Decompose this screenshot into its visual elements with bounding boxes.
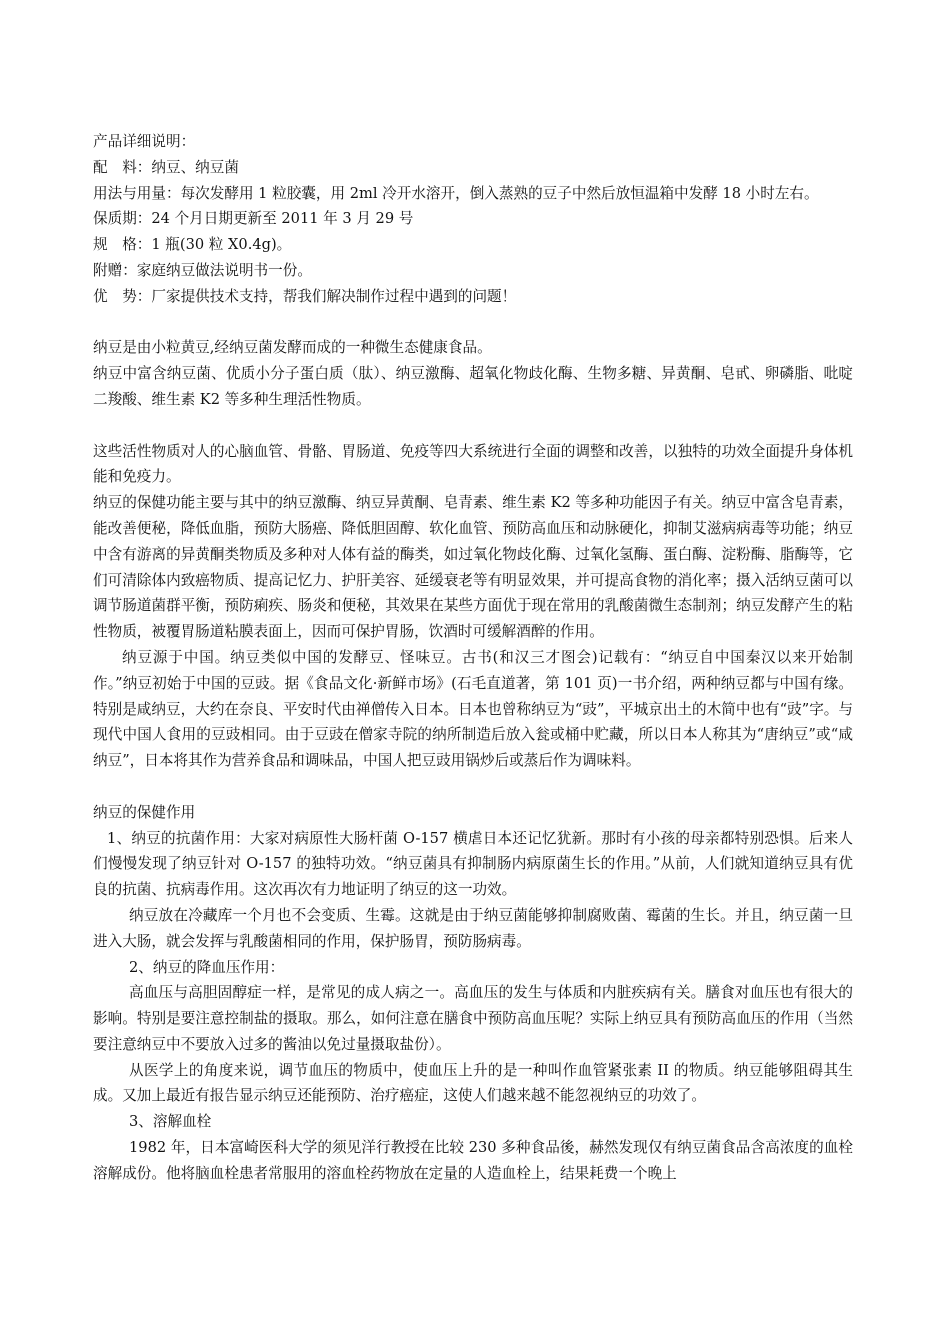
product-spec: 规 格：1 瓶(30 粒 X0.4g)。 [93,236,292,254]
product-usage: 用法与用量：每次发酵用 1 粒胶囊，用 2ml 冷开水溶开，倒入蒸熟的豆子中然后放恒温箱中发酵 18 小时左右。 [93,184,819,202]
intro-paragraph-5: 纳豆源于中国。纳豆类似中国的发酵豆、怪味豆。古书(和汉三才图会)记载有：“纳豆自中国秦汉以来开始制作。”纳豆初始于中国的豆豉。据《食品文化·新鲜市场》(石毛直道著，第 101 页)一书介绍，两种纳豆都与中国有缘。特别是咸纳豆，大约在奈良、平安时代由禅僧传入日本。日本也曾称纳豆为“豉”，平城京出土的木简中也有“豉”字。与现代中国人食用的豆豉相同。由于豆豉在僧家寺院的纳所制造后放入瓮或桶中贮藏，所以日本人称其为“唐纳豆”或“咸纳豆”，日本将其作为营养食品和调味品，中国人把豆豉用锅炒后或蒸后作为调味料。 [93,648,853,770]
product-heading: 产品详细说明： [93,133,196,150]
health-section-3-paragraph-1: 1982 年，日本富崎医科大学的须见洋行教授在比较 230 多种食品後，赫然发现仅有纳豆菌食品含高浓度的血栓溶解成份。他将脑血栓患者常服用的溶血栓药物放在定量的人造血栓上，结果耗费一个晚上 [93,1139,853,1182]
intro-paragraph-1: 纳豆是由小粒黄豆,经纳豆菌发酵而成的一种微生态健康食品。 [93,339,492,357]
product-gift: 附赠：家庭纳豆做法说明书一份。 [93,261,312,279]
intro-paragraph-4: 纳豆的保健功能主要与其中的纳豆激酶、纳豆异黄酮、皂青素、维生素 K2 等多种功能因子有关。纳豆中富含皂青素，能改善便秘，降低血脂，预防大肠癌、降低胆固醇、软化血管、预防高血压和动脉硬化，抑制艾滋病病毒等功能；纳豆中含有游离的异黄酮类物质及多种对人体有益的酶类，如过氧化物歧化酶、过氧化氢酶、蛋白酶、淀粉酶、脂酶等，它们可清除体内致癌物质、提高记忆力、护肝美容、延缓衰老等有明显效果，并可提高食物的消化率；摄入活纳豆菌可以调节肠道菌群平衡，预防痢疾、肠炎和便秘，其效果在某些方面优于现在常用的乳酸菌微生态制剂；纳豆发酵产生的粘性物质，被覆胃肠道粘膜表面上，因而可保护胃肠，饮酒时可缓解酒醉的作用。 [93,494,853,641]
product-shelf-life: 保质期：24 个月日期更新至 2011 年 3 月 29 号 [93,210,414,228]
intro-paragraph-3: 这些活性物质对人的心脑血管、骨骼、胃肠道、免疫等四大系统进行全面的调整和改善，以独特的功效全面提升身体机能和免疫力。 [93,442,853,486]
health-section-2-paragraph-1: 高血压与高胆固醇症一样，是常见的成人病之一。高血压的发生与体质和内脏疾病有关。膳食对血压也有很大的影响。特别是要注意控制盐的摄取。那么，如何注意在膳食中预防高血压呢？实际上纳豆具有预防高血压的作用（当然要注意纳豆中不要放入过多的酱油以免过量摄取盐份）。 [93,984,853,1053]
spacer [93,774,853,800]
document-page [93,129,853,1187]
intro-paragraph-2: 纳豆中富含纳豆菌、优质小分子蛋白质（肽）、纳豆激酶、超氧化物歧化酶、生物多糖、异黄酮、皂甙、卵磷脂、吡啶二羧酸、维生素 K2 等多种生理活性物质。 [93,365,853,408]
health-section-3-title: 3、溶解血栓 [129,1113,212,1131]
product-ingredients: 配 料：纳豆、纳豆菌 [93,158,239,176]
health-section-1-paragraph-1: 1、纳豆的抗菌作用：大家对病原性大肠杆菌 O-157 横虐日本还记忆犹新。那时有小孩的母亲都特别恐惧。后来人们慢慢发现了纳豆针对 O-157 的独特功效。“纳豆菌具有抑制肠内病原菌生长的作用。”从前，人们就知道纳豆具有优良的抗菌、抗病毒作用。这次再次有力地证明了纳豆的这一功效。 [93,829,853,899]
health-section-2-paragraph-2: 从医学上的角度来说，调节血压的物质中，使血压上升的是一种叫作血管紧张素 II 的物质。纳豆能够阻碍其生成。又加上最近有报告显示纳豆还能预防、治疗癌症，这使人们越来越不能忽视纳豆的功效了。 [93,1061,853,1105]
health-heading: 纳豆的保健作用 [93,803,196,821]
spacer [93,310,853,336]
spacer [93,413,853,439]
product-advantage: 优 势：厂家提供技术支持，帮我们解决制作过程中遇到的问题！ [93,287,517,305]
health-section-1-paragraph-2: 纳豆放在冷藏库一个月也不会变质、生霉。这就是由于纳豆菌能够抑制腐败菌、霉菌的生长。并且，纳豆菌一旦进入大肠，就会发挥与乳酸菌相同的作用，保护肠胃，预防肠病毒。 [93,906,853,950]
health-section-2-title: 2、纳豆的降血压作用： [129,958,285,976]
